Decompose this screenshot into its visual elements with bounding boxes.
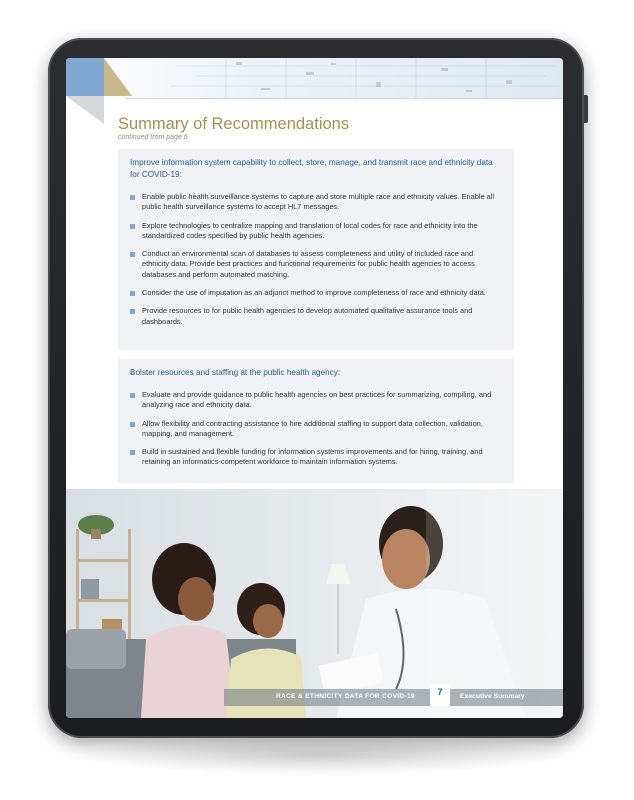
bullet-list xyxy=(130,192,500,335)
box-heading: Improve information system capability to collect, store, manage, and transmit race and ethnicity data for COVID-19: xyxy=(130,158,493,179)
box-heading: Bolster resources and staffing at the public health agency: xyxy=(130,368,341,377)
list-item-text: Explore technologies to centralize mapping and translation of local codes for race and ethnicity into the standardized codes specified by public health agencies. xyxy=(142,220,478,240)
list-item-text: Enable public health surveillance systems to capture and store multiple race and ethnicity values. Enable all public health surveillance systems to accept HL7 messages. xyxy=(142,192,495,212)
list-item-text: Evaluate and provide guidance to public health agencies on best practices for summarizing, compiling, and analyzing race and ethnicity data. xyxy=(142,390,492,410)
bullet-square-icon xyxy=(130,252,135,257)
header-rule xyxy=(126,98,563,99)
bullet-square-icon xyxy=(130,309,135,314)
tablet-side-button xyxy=(584,95,588,123)
list-item-text: Allow flexibility and contracting assistance to hire additional staffing to support data collection, validation, mapping, and management. xyxy=(142,418,483,438)
section-label: Executive Summary xyxy=(460,693,525,700)
corner-grey-triangle xyxy=(66,96,104,124)
list-item xyxy=(130,221,500,242)
list-item-text: Consider the use of imputation as an adjunct method to improve completeness of race and ethnicity data. xyxy=(142,288,486,298)
circuit-pattern-graphic xyxy=(166,58,563,98)
bullet-square-icon xyxy=(130,291,135,296)
recommendation-box-resources-staffing xyxy=(118,359,514,483)
page-title: Summary of Recommendations xyxy=(118,115,350,133)
bullet-square-icon xyxy=(130,422,135,427)
list-item xyxy=(130,390,500,411)
list-item-text: Build in sustained and flexible funding for information systems improvements and for hiring, training, and retaining an informatics-competent workforce to maintain information systems. xyxy=(142,447,483,467)
list-item xyxy=(130,447,500,468)
list-item xyxy=(130,192,500,213)
bullet-square-icon xyxy=(130,195,135,200)
list-item xyxy=(130,288,500,298)
corner-gold-triangle xyxy=(104,58,132,96)
header-decoration xyxy=(66,58,563,98)
list-item xyxy=(130,249,500,280)
bullet-list xyxy=(130,390,500,476)
page-subtitle: continued from page 6 xyxy=(118,134,188,141)
doctor-family-photo xyxy=(66,489,563,718)
list-item-text: Conduct an environmental scan of databases to assess completeness and utility of included race and ethnicity data. Provide best practices and functional requirements for public health agencies to access databases and perform automated matching. xyxy=(142,249,475,279)
bullet-square-icon xyxy=(130,393,135,398)
list-item xyxy=(130,306,500,327)
report-title-footer: RACE & ETHNICITY DATA FOR COVID-19 xyxy=(276,693,415,700)
list-item-text: Provide resources to for public health agencies to develop automated qualitative assurance tools and dashboards. xyxy=(142,306,473,326)
tablet-shadow xyxy=(70,735,570,775)
bullet-square-icon xyxy=(130,450,135,455)
tablet-screen xyxy=(66,58,563,718)
page-number: 7 xyxy=(437,687,443,697)
list-item xyxy=(130,419,500,440)
corner-blue-square xyxy=(66,58,104,96)
bullet-square-icon xyxy=(130,224,135,229)
recommendation-box-information-systems xyxy=(118,149,514,350)
